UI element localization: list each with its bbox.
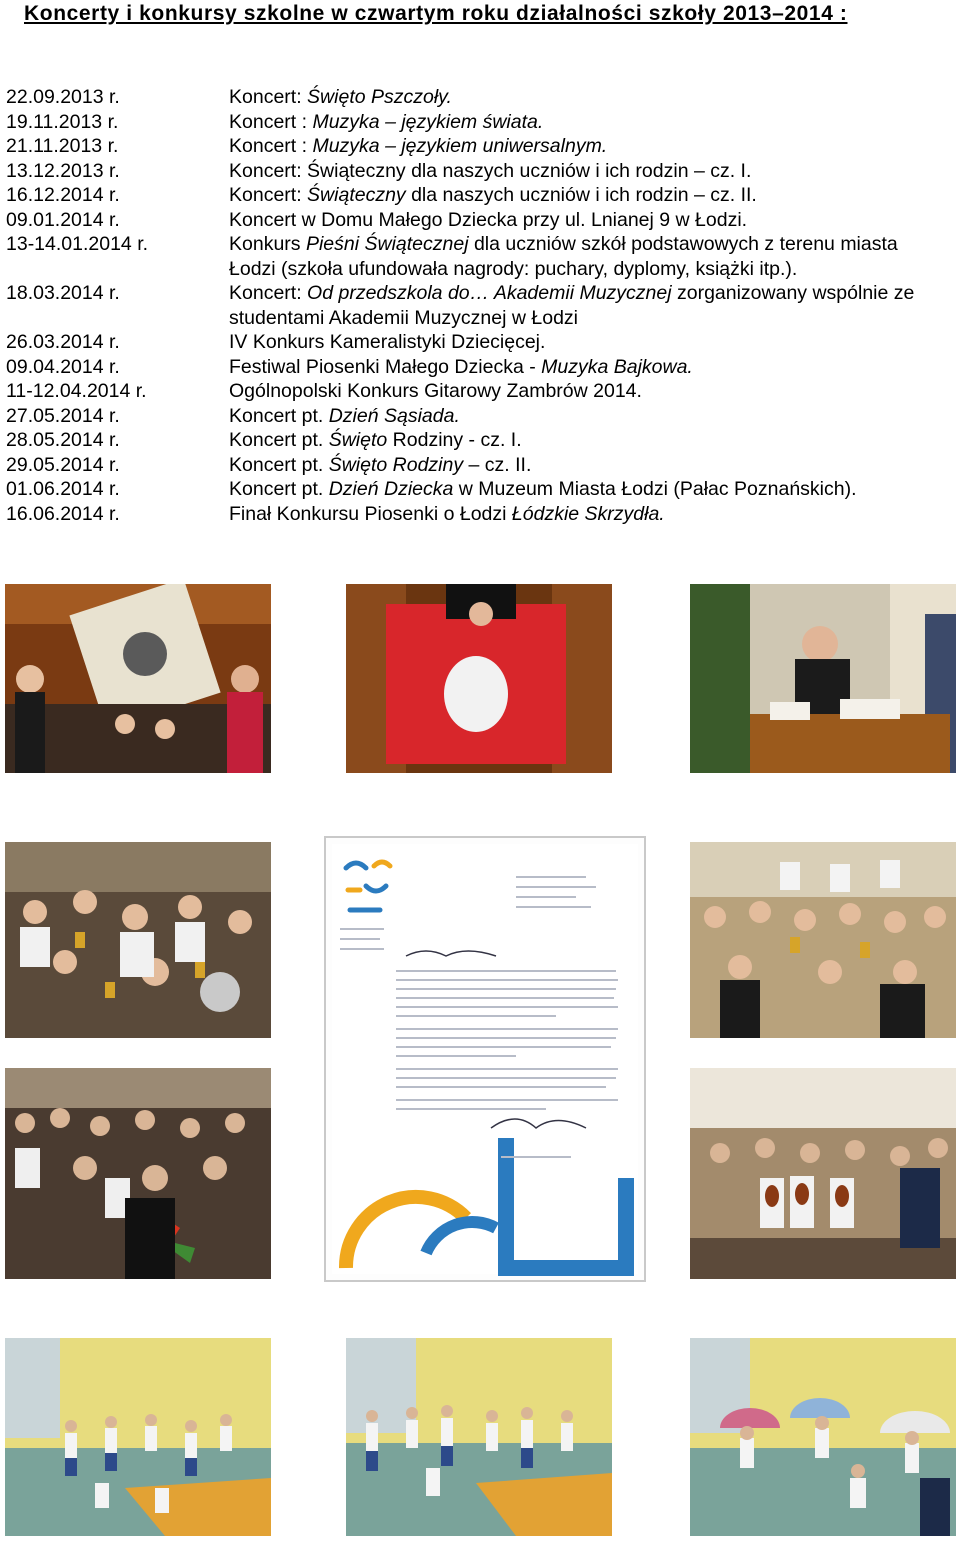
event-title-italic: Święto Rodziny	[328, 453, 464, 476]
event-date: 11-12.04.2014 r.	[6, 380, 147, 402]
event-row	[6, 453, 956, 478]
event-title-italic: Dzień Dziecka	[328, 478, 454, 500]
event-row	[6, 355, 956, 380]
event-text: – cz. II.	[463, 453, 532, 476]
event-description	[229, 355, 956, 380]
event-row	[6, 428, 956, 453]
event-text: Koncert:	[229, 282, 308, 304]
event-title-italic: Święto Pszczoły.	[307, 86, 452, 108]
event-text: IV Konkurs Kameralistyki Dziecięcej.	[229, 331, 546, 353]
event-title-italic: Muzyka Bajkowa.	[541, 355, 693, 378]
page-title: Koncerty i konkursy szkolne w czwartym roku działalności szkoły 2013–2014 :	[24, 2, 848, 25]
event-date: 28.05.2014 r.	[6, 429, 120, 451]
photo-violin-children	[690, 1068, 956, 1279]
event-title-italic: Muzyka – językiem uniwersalnym.	[312, 135, 608, 157]
event-date: 26.03.2014 r.	[6, 331, 120, 353]
event-date: 27.05.2014 r.	[6, 404, 120, 427]
event-row	[6, 183, 956, 208]
event-text: Ogólnopolski Konkurs Gitarowy Zambrów 2014.	[229, 380, 642, 402]
event-text: Koncert pt.	[229, 429, 329, 451]
event-date: 13-14.01.2014 r.	[6, 233, 149, 255]
event-text: zorganizowany wspólnie ze studentami Akademii Muzycznej w Łodzi	[229, 282, 915, 329]
event-title-italic: Od przedszkola do… Akademii Muzycznej	[307, 282, 672, 304]
event-row	[6, 134, 956, 159]
event-date: 13.12.2013 r.	[6, 159, 120, 182]
event-text: Finał Konkursu Piosenki o Łodzi	[229, 502, 512, 525]
photo-audience-flowers	[5, 1068, 271, 1279]
event-description	[229, 85, 956, 110]
event-row	[6, 281, 956, 330]
event-date: 18.03.2014 r.	[6, 282, 120, 304]
event-row	[6, 404, 956, 429]
photo-red-flag	[346, 584, 612, 773]
photo-dance-scarves-1	[5, 1338, 271, 1536]
event-title-italic: Muzyka – językiem świata.	[312, 110, 544, 133]
event-row	[6, 502, 956, 527]
event-text: dla uczniów szkół podstawowych z terenu miasta Łodzi (szkoła ufundowała nagrody: puchary, dyplomy, książki itp.).	[229, 233, 898, 280]
event-row	[6, 477, 956, 502]
event-row	[6, 232, 956, 281]
event-title-italic: Pieśni Świątecznej	[305, 233, 469, 255]
event-text: Rodziny - cz. I.	[387, 429, 522, 451]
photo-umbrella-dance	[690, 1338, 956, 1536]
event-text: Koncert pt.	[229, 453, 329, 476]
certificate-letter	[326, 838, 644, 1280]
event-text: Konkurs	[229, 233, 306, 255]
event-description	[229, 110, 956, 135]
event-text: Festiwal Piosenki Małego Dziecka -	[229, 355, 542, 378]
event-description	[229, 134, 956, 159]
event-text: w Muzeum Miasta Łodzi (Pałac Poznańskich).	[453, 478, 857, 500]
event-date: 22.09.2013 r.	[6, 86, 120, 108]
event-title-italic: Święto	[328, 429, 388, 451]
event-date: 01.06.2014 r.	[6, 478, 120, 500]
event-description	[229, 183, 956, 208]
event-title-italic: Dzień Sąsiada.	[328, 404, 460, 427]
photo-children-trophies-2	[690, 842, 956, 1038]
event-text: Koncert pt.	[229, 404, 329, 427]
event-description	[229, 404, 956, 429]
event-row	[6, 208, 956, 233]
event-description	[229, 159, 956, 184]
event-text: Koncert pt.	[229, 478, 329, 500]
event-date: 29.05.2014 r.	[6, 453, 120, 476]
event-description	[229, 232, 956, 281]
event-text: dla naszych uczniów i ich rodzin – cz. II.	[405, 184, 757, 206]
event-row	[6, 110, 956, 135]
event-description	[229, 379, 956, 404]
event-title-italic: Łódzkie Skrzydła.	[511, 502, 665, 525]
event-text: Koncert:	[229, 184, 308, 206]
event-text: Koncert :	[229, 135, 313, 157]
photo-children-trophies-1	[5, 842, 271, 1038]
event-text: Koncert w Domu Małego Dziecka przy ul. Lnianej 9 w Łodzi.	[229, 208, 748, 231]
event-title-italic: Świąteczny	[307, 184, 406, 206]
event-row	[6, 379, 956, 404]
event-text: Koncert:	[229, 86, 308, 108]
event-description	[229, 208, 956, 233]
event-description	[229, 428, 956, 453]
event-description	[229, 281, 956, 330]
event-description	[229, 477, 956, 502]
photo-teacher-signing	[690, 584, 956, 773]
event-row	[6, 159, 956, 184]
event-date: 19.11.2013 r.	[6, 110, 119, 133]
event-description	[229, 330, 956, 355]
event-date: 16.12.2014 r.	[6, 184, 120, 206]
photo-banner-ceremony	[5, 584, 271, 773]
event-date: 21.11.2013 r.	[6, 135, 119, 157]
event-row	[6, 85, 956, 110]
event-date: 09.01.2014 r.	[6, 208, 120, 231]
event-row	[6, 330, 956, 355]
event-text: Koncert: Świąteczny dla naszych uczniów i ich rodzin – cz. I.	[229, 159, 752, 182]
photo-dance-scarves-2	[346, 1338, 612, 1536]
event-date: 09.04.2014 r.	[6, 355, 120, 378]
event-date: 16.06.2014 r.	[6, 502, 120, 525]
event-text: Koncert :	[229, 110, 313, 133]
event-description	[229, 502, 956, 527]
event-list	[6, 85, 956, 526]
event-description	[229, 453, 956, 478]
